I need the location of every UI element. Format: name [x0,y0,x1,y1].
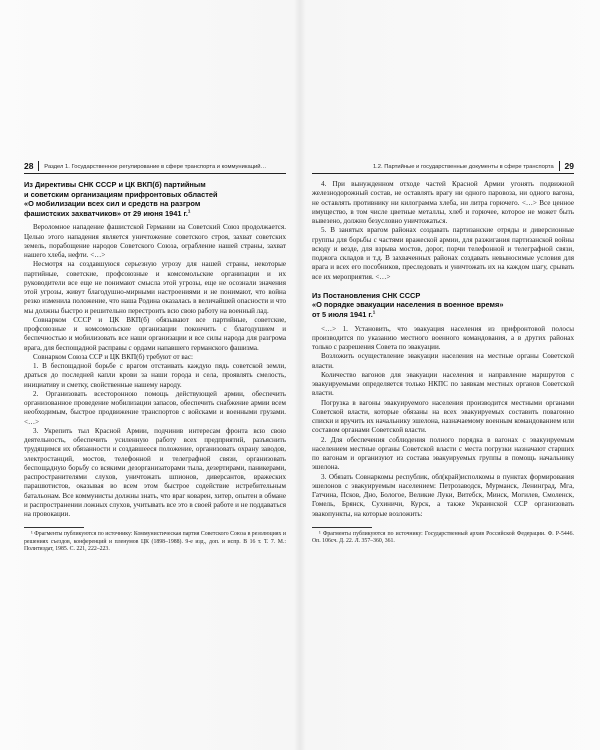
paragraph: 2. Организовать всесторонною помощь действующей армии, обеспечить организованное проведение мобилизации запасов, обеспечить снабжение армии всем необходимым, быстрое продвижение транспортов с войсками и военными грузами. <…> [24,389,286,426]
paragraph: Совнарком Союза ССР и ЦК ВКП(б) требуют от вас: [33,352,193,361]
left-running-head [24,158,286,174]
paragraph: Совнарком СССР и ЦК ВКП(б) обязывают все партийные, советские, профсоюзные и комсомольские организации покончить с благодушием и беспечностью и мобилизовать все наши организации и все силы народа для разгрома врага, для беспощадной расправы с ордами напавшего германского фашизма. [24,315,286,352]
paragraph: Вероломное нападение фашистской Германии на Советский Союз продолжается. Целью этого нападения является уничтожение советского строя, захват советских земель, порабощение народов Советского Союза, ограбление нашей страны, захват нашего хлеба, нефти. <…> [24,223,286,260]
paragraph: 3. Обязать Совнаркомы республик, обл(край)исполкомы в пунктах формирования эшелонов с эвакуируемым населением: Петрозаводск, Мурманск, Ленинград, Мга, Гатчина, Псков, Дно, Бологое, Великие Луки, Витебск, Минск, Могилев, Смоленск, Гомель, Брянск, Сухиничи, Курск, а также Украинской ССР организовать эвакопункты, на которые возложить: [312,472,574,518]
left-footnote: ¹ Фрагменты публикуются по источнику: Коммунистическая партия Советского Союза в резолюциях и решениях съездов, конференций и пленумов ЦК (1898–1988). 9-е изд., доп. и испр. В 16 т. Т. 7. М.: Политиздат, 1985. С. 221, 222–223. [24,531,286,553]
left-heading-footnote-mark: 1 [187,208,191,214]
running-head-separator [38,161,39,171]
right-running-head [312,158,574,174]
paragraph: <…> 1. Установить, что эвакуация населения из прифронтовой полосы производится по указанию местного военного командования, а в других районах только с разрешения Совета по эвакуации. [312,324,574,352]
paragraph: Количество вагонов для эвакуации населения и направление маршрутов с эвакуируемыми определяется только НКПС по заявкам местных органов Советской власти. [312,370,574,398]
right-page [312,158,574,546]
right-running-head-title: 1.2. Партийные и государственные документы в сфере транспорта [372,164,554,170]
left-running-head-title: Раздел 1. Государственное регулирование в сфере транспорта и коммуникаций… [44,164,267,170]
left-heading-line [24,209,286,219]
left-heading-line: «О мобилизации всех сил и средств на разгром [24,199,201,209]
left-page-number: 28 [24,161,34,171]
left-document-heading [24,180,286,218]
right-body-text-top [312,180,574,282]
right-footnote: ¹ Фрагменты публикуются по источнику: Государственный архив Российской Федерации. Ф. Р-5446. Оп. 106сч. Д. 22. Л. 357–360, 361. [312,530,574,545]
left-heading-line-text: фашистских захватчиков» от 29 июня 1941 г. [24,208,188,218]
right-document-heading [312,291,574,320]
left-heading-line: и советским организациям прифронтовых областей [24,189,218,199]
footnote-divider [312,527,372,528]
paragraph: 3. Укрепить тыл Красной Армии, подчинив интересам фронта всю свою деятельность, обеспечить усиленную работу всех предприятий, разъяснить трудящимся их обязанности и создавшееся положение, организовать охрану заводов, электростанций, мостов, телефонной и телеграфной связи, организовать беспощадную борьбу со всякими дезорганизаторами тыла, дезертирами, паникерами, распространителями слухов, уничтожать шпионов, диверсантов, вражеских парашютистов, оказывая во всем этом быстрое содействие истребительным батальонам. Все коммунисты должны знать, что враг коварен, хитер, опытен в обмане и распространении ложных слухов, учитывать все это в своей работе и не поддаваться на провокации. [24,426,286,519]
left-heading-line: Из Директивы СНК СССР и ЦК ВКП(б) партийным [24,180,206,189]
paragraph: Погрузка в вагоны эвакуируемого населения производится местными органами Советской власти, которые обязаны на всех эвакуируемых составить повагонно списки и вручить их начальнику эшелона, назначаемому военным командованием или составом органами Советской власти. [312,398,574,435]
right-heading-footnote-mark: 1 [372,309,376,315]
right-body-text [312,325,574,519]
paragraph: 2. Для обеспечения соблюдения полного порядка в вагонах с эвакуируемым населением местные органы Советской власти с места погрузки назначают старших по вагонам и организуют из состава эвакуируемых группы в помощь начальнику эшелона. [312,435,574,472]
paragraph: 5. В занятых врагом районах создавать партизанские отряды и диверсионные группы для борьбы с частями вражеской армии, для разжигания партизанской войны всюду и везде, для взрыва мостов, дорог, порчи телефонной и телеграфной связи, поджога складов и т.д. В захваченных районах создавать невыносимые условия для врага и всех его пособников, преследовать и уничтожать их на каждом шагу, срывать все их мероприятия. <…> [312,226,574,281]
right-heading-line: Из Постановления СНК СССР [312,290,421,300]
right-heading-line: «О порядке эвакуации населения в военное время» [312,300,504,310]
left-page [24,158,286,554]
paragraph: Несмотря на создавшуюся серьезную угрозу для нашей страны, некоторые партийные, советские, профсоюзные и комсомольские организации и их руководители все еще не понимают смысла этой угрозы, еще не осознали значения этой угрозы, живут благодушно-мирными настроениями и не понимают, что война резко изменила положение, что наша Родина оказалась в величайшей опасности и что мы должны быстро и решительно перестроить всю свою работу на военный лад. [24,260,286,315]
left-body-text [24,223,286,519]
right-heading-line-text: от 5 июля 1941 г. [312,309,373,319]
running-head-separator [559,161,560,171]
right-heading-line [312,310,574,320]
paragraph: Возложить осуществление эвакуации населения на местные органы Советской власти. [312,352,574,370]
paragraph: 4. При вынужденном отходе частей Красной Армии угонять подвижной железнодорожный состав, не оставлять врагу ни одного паровоза, ни одного вагона, не оставлять противнику ни килограмма хлеба, ни литра горючего. <…> Все ценное имущество, в том числе цветные металлы, хлеб и горючее, которое не может быть вывезено, должно безусловно уничтожаться. [312,180,574,225]
right-page-number: 29 [564,161,574,171]
paragraph: 1. В беспощадной борьбе с врагом отстаивать каждую пядь советской земли, драться до последней капли крови за наши города и села, проявлять смелость, инициативу и сметку, свойственные нашему народу. [24,362,286,389]
footnote-divider [24,527,84,528]
